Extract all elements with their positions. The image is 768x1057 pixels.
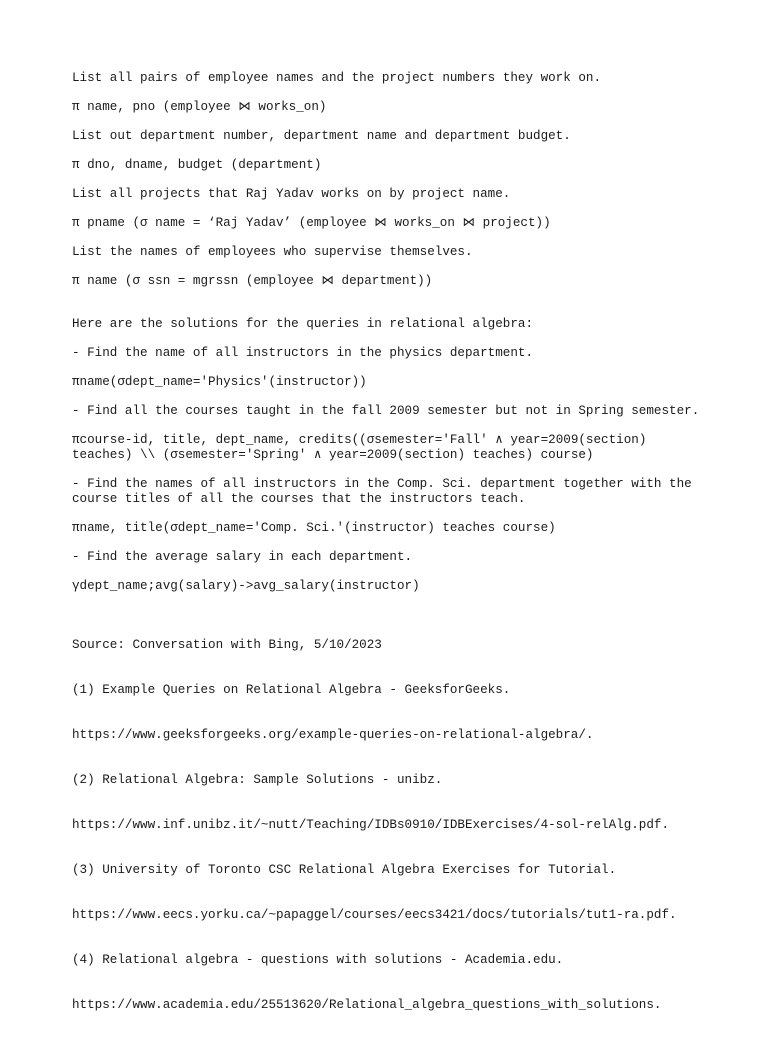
question-text: List all pairs of employee names and the project numbers they work on.	[72, 71, 602, 85]
source-link[interactable]: https://www.eecs.yorku.ca/~papaggel/courses/eecs3421/docs/tutorials/tut1-ra.pdf.	[72, 908, 677, 922]
algebra-expression: πcourse-id, title, dept_name, credits((σsemester='Fall' ∧ year=2009(section) teaches) \\ (σsemester='Spring' ∧ year=2009(section) teaches) course)	[72, 433, 654, 462]
algebra-expression: π pname (σ name = ‘Raj Yadav’ (employee ⋈ works_on ⋈ project))	[72, 216, 551, 230]
source-title: (1) Example Queries on Relational Algebra - GeeksforGeeks.	[72, 683, 511, 697]
section-gap	[72, 303, 712, 317]
source-link[interactable]: https://www.academia.edu/25513620/Relational_algebra_questions_with_solutions.	[72, 998, 662, 1012]
algebra-expression: γdept_name;avg(salary)->avg_salary(instructor)	[72, 579, 420, 593]
algebra-expression: πname, title(σdept_name='Comp. Sci.'(instructor) teaches course)	[72, 521, 556, 535]
algebra-expression: π name (σ ssn = mgrssn (employee ⋈ department))	[72, 274, 433, 288]
source-title: (3) University of Toronto CSC Relational Algebra Exercises for Tutorial.	[72, 863, 617, 877]
solutions-intro: Here are the solutions for the queries in relational algebra:	[72, 317, 534, 331]
algebra-expression: π dno, dname, budget (department)	[72, 158, 322, 172]
question-text: - Find the average salary in each department.	[72, 550, 413, 564]
question-text: - Find the names of all instructors in the Comp. Sci. department together with the course titles of all the courses that the instructors teach.	[72, 477, 700, 506]
document-page	[72, 71, 712, 1057]
algebra-expression: πname(σdept_name='Physics'(instructor))	[72, 375, 367, 389]
source-link[interactable]: https://www.geeksforgeeks.org/example-queries-on-relational-algebra/.	[72, 728, 594, 742]
question-text: - Find the name of all instructors in the physics department.	[72, 346, 534, 360]
question-text: - Find all the courses taught in the fall 2009 semester but not in Spring semester.	[72, 404, 700, 418]
sources-block	[72, 608, 712, 1043]
question-text: List the names of employees who supervise themselves.	[72, 245, 473, 259]
question-text: List all projects that Raj Yadav works on by project name.	[72, 187, 511, 201]
question-text: List out department number, department name and department budget.	[72, 129, 571, 143]
algebra-expression: π name, pno (employee ⋈ works_on)	[72, 100, 327, 114]
source-title: (2) Relational Algebra: Sample Solutions - unibz.	[72, 773, 443, 787]
source-header: Source: Conversation with Bing, 5/10/2023	[72, 638, 382, 652]
source-link[interactable]: https://www.inf.unibz.it/~nutt/Teaching/IDBs0910/IDBExercises/4-sol-relAlg.pdf.	[72, 818, 670, 832]
source-title: (4) Relational algebra - questions with solutions - Academia.edu.	[72, 953, 564, 967]
